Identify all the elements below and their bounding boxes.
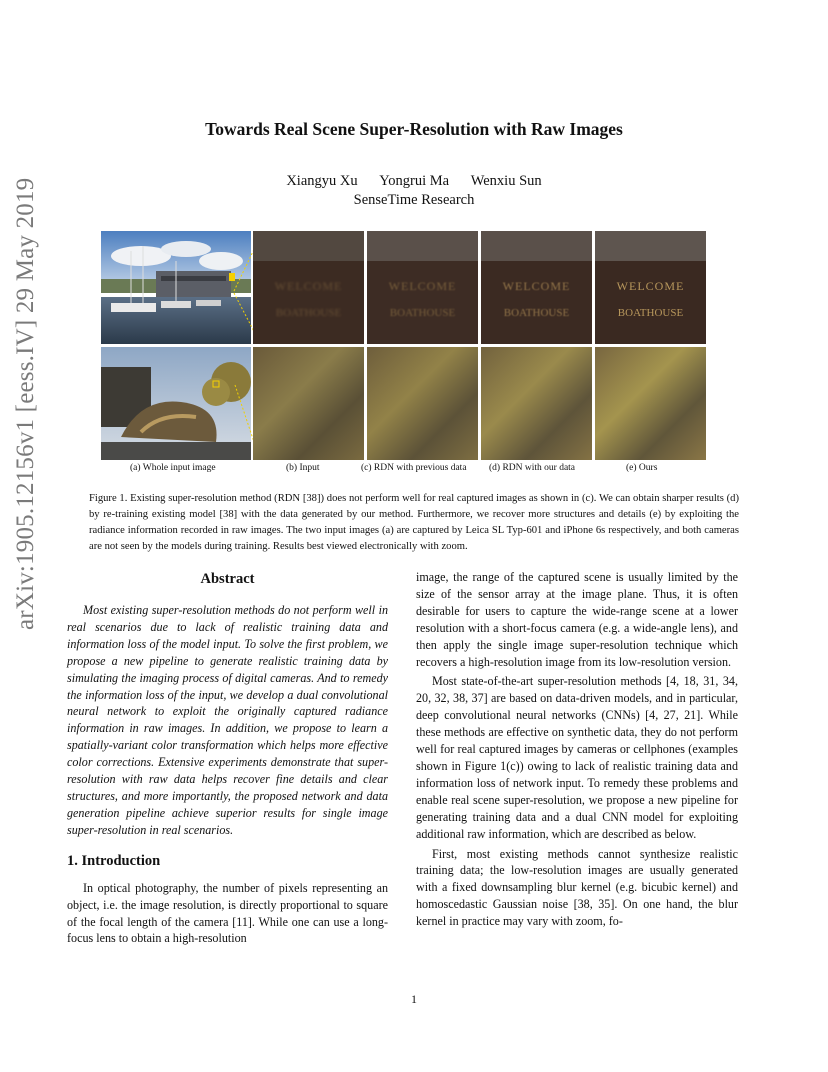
introduction-heading: 1. Introduction [67,852,161,869]
crop-label-boathouse: BOATHOUSE [503,307,570,319]
arxiv-identifier: arXiv:1905.12156v1 [eess.IV] 29 May 2019 [12,177,39,630]
intro-paragraph: In optical photography, the number of pixels representing an object, i.e. the image resolution, is directly proportional to square of the focal length of the camera [11]. While one can use a long-focus lens to obtain a high-resolution [67,880,388,946]
crop-label-welcome: WELCOME [502,279,571,293]
subcaption-a: (a) Whole input image [130,463,216,473]
author-name: Xiangyu Xu [286,173,358,189]
crop-label-welcome: WELCOME [616,279,685,293]
crop-label-boathouse: BOATHOUSE [389,307,456,319]
abstract-text: Most existing super-resolution methods do not perform well in real scenarios due to lack of realistic training data and information loss of the model input. To solve the first problem, we propose a new pipeline to generate realistic training data by simulating the imaging process of digital cameras. And to remedy the information loss of the input, we develop a dual convolutional neural network to exploit the originally captured radiance information in raw images. In addition, we propose to learn a spatially-variant color transformation which helps more effective color corrections. Extensive experiments demonstrate that super-resolution with raw data helps recover fine details and clear structures, and more importantly, the proposed network and data generation pipeline achieve superior results for single image super-resolution in real scenarios. [67,603,388,837]
paper-title: Towards Real Scene Super-Resolution with Raw Images [205,119,623,139]
crop-foliage-input-b [253,347,364,460]
crop-foliage-our-data-d [481,347,592,460]
crop-label-boathouse: BOATHOUSE [275,307,342,319]
crop-foliage-ours-e [595,347,706,460]
subcaption-c: (c) RDN with previous data [361,463,467,473]
left-column [67,569,388,947]
figure-caption: Figure 1. Existing super-resolution method (RDN [38]) does not perform well for real captured images as shown in (c). We can obtain sharper results (d) by re-training existing model [38] with the data generated by our method. Furthermore, we recover more structures and details (e) by exploiting the radiance information recorded in raw images. The two input images (a) are captured by Leica SL Typ-601 and iPhone 6s respectively, and both cameras are not seen by the models during training. Results best viewed electronically with zoom. [89,493,739,552]
subcaption-d: (d) RDN with our data [489,463,576,473]
intro-paragraph: image, the range of the captured scene is usually limited by the size of the sensor array at the image plane. Thus, it is often desirable for users to capture the wide-range scene at a lower resolution with a short-focus camera (e.g. a wide-angle lens), and then apply the single image super-resolution technique which recovers a high-resolution image from its low-resolution version. [416,570,738,669]
author-name: Yongrui Ma [379,173,450,189]
statue-whole-image [101,347,251,460]
subcaption-b: (b) Input [286,463,320,473]
figure-1 [101,231,735,461]
intro-paragraph: Most state-of-the-art super-resolution methods [4, 18, 31, 34, 20, 32, 38, 37] are based on data-driven models, and in particular, deep convolutional neural networks (CNNs) [4, 27, 21]. While these methods are effective on synthetic data, they do not perform well for real captured images by cameras or cellphones (examples shown in Figure 1(c)) owing to lack of realistic training data and information loss of network input. To remedy these problems and enable real scene super-resolution, we propose a new pipeline for generating training data and a dual CNN model for exploiting additional raw information, which are described as below. [416,674,738,841]
page-number: 1 [411,992,417,1006]
intro-paragraph: First, most existing methods cannot synthesize realistic training data; the low-resolution images are usually generated with a fixed downsampling blur kernel (e.g. bicubic kernel) and homoscedastic Gaussian noise [38, 35]. On one hand, the blur kernel in practice may vary with zoom, fo- [416,846,738,929]
author-list [0,173,828,190]
subcaption-e: (e) Ours [626,463,658,473]
crop-foliage-previous-c [367,347,478,460]
abstract-heading: Abstract [200,571,255,587]
crop-label-welcome: WELCOME [274,279,343,293]
right-column [416,569,738,930]
author-name: Wenxiu Sun [470,173,542,189]
crop-label-boathouse: BOATHOUSE [617,307,684,319]
crop-label-welcome: WELCOME [388,279,457,293]
affiliation: SenseTime Research [353,192,475,208]
harbor-whole-image [101,231,251,344]
